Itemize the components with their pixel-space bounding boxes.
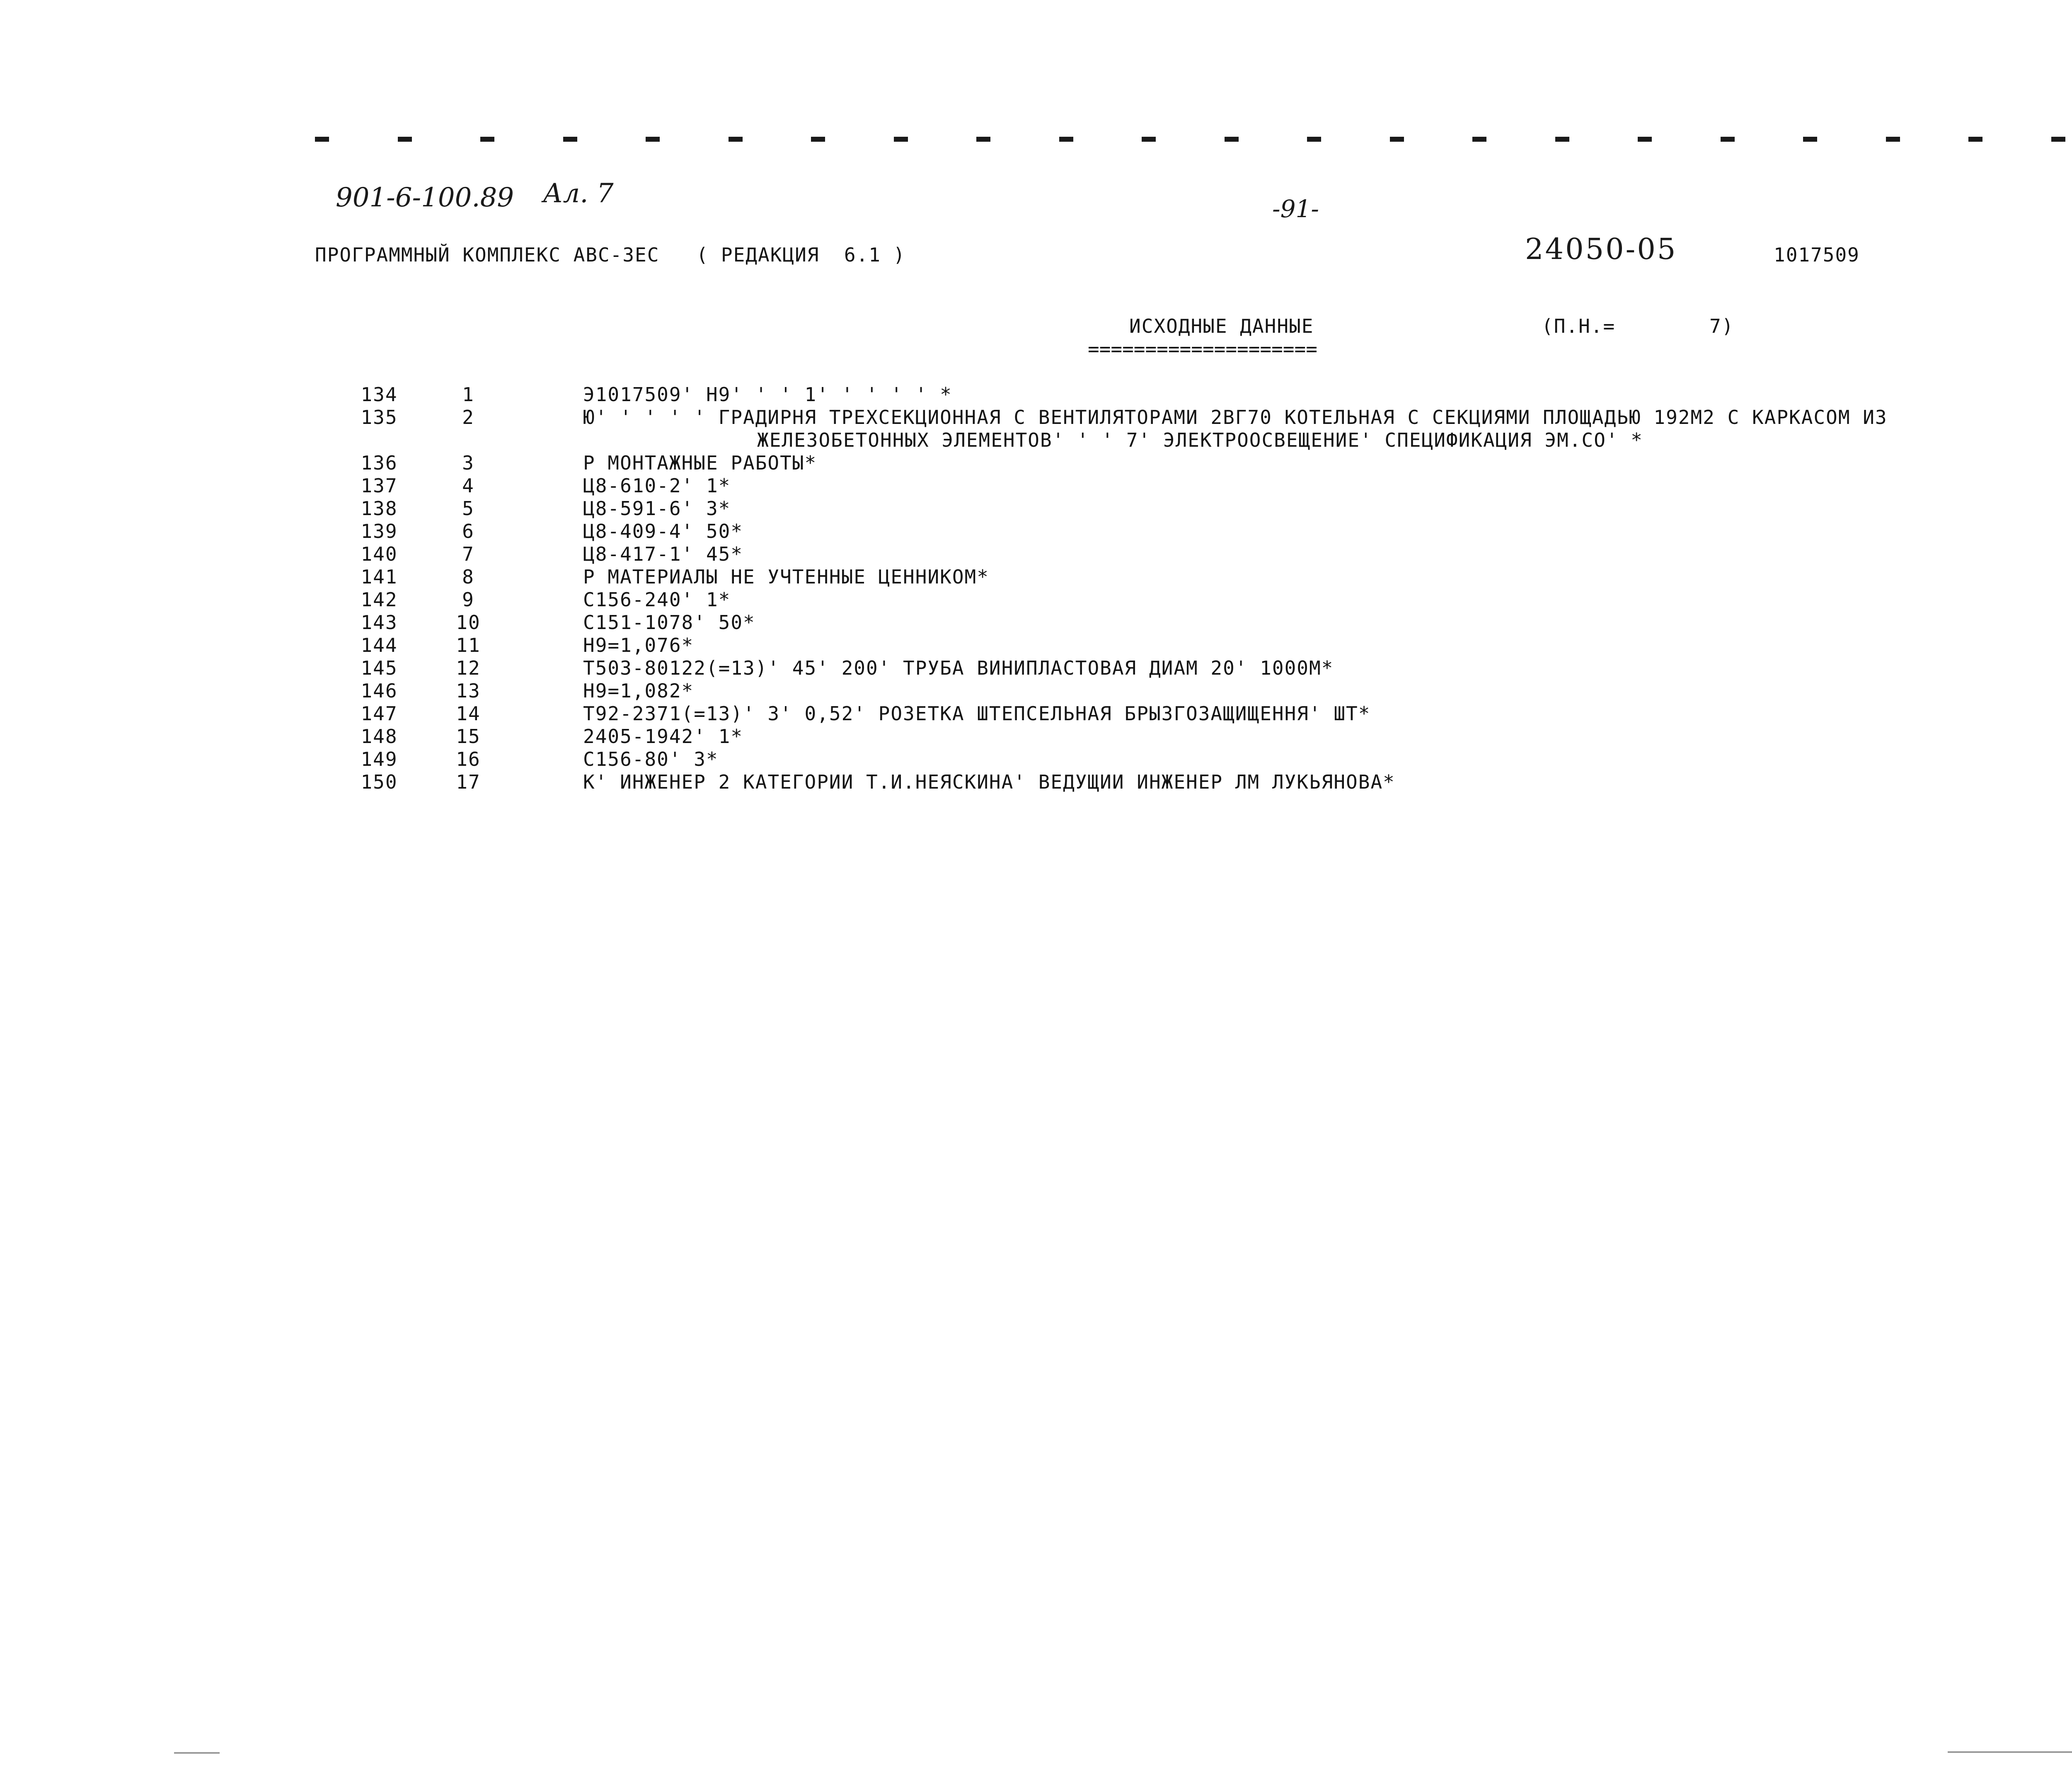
row-sequence-number: 13 <box>456 680 481 702</box>
perforation-dash <box>1142 137 1156 142</box>
row-content-text: Р МОНТАЖНЫЕ РАБОТЫ* <box>583 452 817 474</box>
row-content <box>583 497 2058 520</box>
row-sequence-number: 12 <box>456 657 481 679</box>
row-sequence-number: 2 <box>462 406 474 428</box>
row-absolute-number: 138 <box>361 497 398 520</box>
scan-mark <box>1948 1751 2072 1753</box>
section-title: ИСХОДНЫЕ ДАННЫЕ <box>1129 315 1314 337</box>
row-content-text: С156-240' 1* <box>583 588 731 611</box>
handwritten-sheet: Ал. 7 <box>543 178 614 209</box>
row-content <box>583 588 2058 611</box>
row-content <box>583 543 2058 566</box>
row-content-text: К' ИНЖЕНЕР 2 КАТЕГОРИИ Т.И.НЕЯСКИНА' ВЕДУЩИИ ИНЖЕНЕР ЛМ ЛУКЬЯНОВА* <box>583 771 1395 793</box>
perforation-dashes <box>315 137 2072 143</box>
row-content <box>583 474 2058 497</box>
row-absolute-number: 141 <box>361 566 398 588</box>
header-code: 1017509 <box>1774 244 1860 266</box>
perforation-dash <box>1886 137 1900 142</box>
row-absolute-number: 134 <box>361 383 398 406</box>
row-absolute-number: 146 <box>361 680 398 702</box>
perforation-dash <box>398 137 412 142</box>
row-content <box>583 566 2058 588</box>
perforation-dash <box>480 137 494 142</box>
row-content <box>583 611 2058 634</box>
row-content-text: 2405-1942' 1* <box>583 725 743 748</box>
row-sequence-number: 14 <box>456 702 481 725</box>
handwritten-page-number: -91- <box>1272 195 1319 223</box>
row-content-continuation: ЖЕЛЕЗОБЕТОННЫХ ЭЛЕМЕНТОВ' ' ' 7' ЭЛЕКТРООСВЕЩЕНИЕ' СПЕЦИФИКАЦИЯ ЭМ.СО' * <box>757 429 1643 451</box>
row-content <box>583 771 2058 794</box>
row-content <box>583 702 2058 725</box>
row-absolute-number: 142 <box>361 588 398 611</box>
row-absolute-number: 145 <box>361 657 398 679</box>
program-header: ПРОГРАММНЫЙ КОМПЛЕКС АВС-3ЕС ( РЕДАКЦИЯ 6.1 ) <box>315 244 906 266</box>
row-absolute-number: 143 <box>361 611 398 634</box>
row-content-text: Т92-2371(=13)' 3' 0,52' РОЗЕТКА ШТЕПСЕЛЬНАЯ БРЫЗГОЗАЩИЩЕННЯ' ШТ* <box>583 702 1371 725</box>
row-content-text: Н9=1,082* <box>583 680 694 702</box>
row-content-text: Ц8-610-2' 1* <box>583 474 731 497</box>
row-sequence-number: 3 <box>462 452 474 474</box>
row-content-text: Н9=1,076* <box>583 634 694 656</box>
row-content-text: Ц8-591-6' 3* <box>583 497 731 520</box>
row-content <box>583 634 2058 657</box>
row-sequence-number: 4 <box>462 474 474 497</box>
row-absolute-number: 150 <box>361 771 398 793</box>
perforation-dash <box>1472 137 1486 142</box>
row-absolute-number: 148 <box>361 725 398 748</box>
row-sequence-number: 1 <box>462 383 474 406</box>
row-sequence-number: 7 <box>462 543 474 565</box>
perforation-dash <box>1390 137 1404 142</box>
row-content-text: Ц8-417-1' 45* <box>583 543 743 565</box>
row-absolute-number: 135 <box>361 406 398 428</box>
row-content <box>583 520 2058 543</box>
perforation-dash <box>811 137 825 142</box>
row-absolute-number: 149 <box>361 748 398 770</box>
perforation-dash <box>894 137 908 142</box>
row-content-text: Ц8-409-4' 50* <box>583 520 743 542</box>
perforation-dash <box>976 137 990 142</box>
perforation-dash <box>1225 137 1239 142</box>
row-absolute-number: 139 <box>361 520 398 542</box>
perforation-dash <box>315 137 329 142</box>
perforation-dash <box>1307 137 1321 142</box>
row-sequence-number: 16 <box>456 748 481 770</box>
row-sequence-number: 6 <box>462 520 474 542</box>
row-absolute-number: 147 <box>361 702 398 725</box>
row-sequence-number: 15 <box>456 725 481 748</box>
row-sequence-number: 11 <box>456 634 481 656</box>
section-title-underline: ==================== <box>1088 338 1317 360</box>
row-content-text: Т503-80122(=13)' 45' 200' ТРУБА ВИНИПЛАСТОВАЯ ДИАМ 20' 1000М* <box>583 657 1334 679</box>
row-content <box>583 680 2058 702</box>
row-content <box>583 748 2058 771</box>
page-number-value: 7) <box>1709 315 1734 337</box>
row-sequence-number: 5 <box>462 497 474 520</box>
page-number-label: (П.Н.= <box>1542 315 1616 337</box>
row-content-text: Р МАТЕРИАЛЫ НЕ УЧТЕННЫЕ ЦЕННИКОМ* <box>583 566 989 588</box>
row-content-text: С156-80' 3* <box>583 748 719 770</box>
row-sequence-number: 9 <box>462 588 474 611</box>
row-content-text: С151-1078' 50* <box>583 611 755 634</box>
row-absolute-number: 137 <box>361 474 398 497</box>
perforation-dash <box>1638 137 1652 142</box>
row-content-text: Э1017509' Н9' ' ' 1' ' ' ' ' * <box>583 383 952 406</box>
perforation-dash <box>1059 137 1073 142</box>
perforation-dash <box>1803 137 1817 142</box>
handwritten-doc-code: 901-6-100.89 <box>336 182 514 213</box>
perforation-dash <box>646 137 660 142</box>
handwritten-project-number: 24050-05 <box>1525 232 1677 266</box>
perforation-dash <box>2051 137 2065 142</box>
row-sequence-number: 10 <box>456 611 481 634</box>
row-sequence-number: 17 <box>456 771 481 793</box>
row-content-text: Ю' ' ' ' ' ГРАДИРНЯ ТРЕХСЕКЦИОННАЯ С ВЕНТИЛЯТОРАМИ 2ВГ70 КОТЕЛЬНАЯ С СЕКЦИЯМИ ПЛОЩАДЬЮ 192М2 С КАРКАСОМ ИЗ <box>583 406 1888 428</box>
row-absolute-number: 140 <box>361 543 398 565</box>
row-content <box>583 452 2058 474</box>
perforation-dash <box>1555 137 1569 142</box>
perforation-dash <box>1721 137 1735 142</box>
scan-mark <box>174 1752 220 1754</box>
row-content <box>583 383 2058 406</box>
row-content <box>583 406 2058 452</box>
perforation-dash <box>1968 137 1982 142</box>
row-sequence-number: 8 <box>462 566 474 588</box>
row-content <box>583 657 2058 680</box>
row-absolute-number: 136 <box>361 452 398 474</box>
row-content <box>583 725 2058 748</box>
perforation-dash <box>563 137 577 142</box>
row-absolute-number: 144 <box>361 634 398 656</box>
perforation-dash <box>729 137 743 142</box>
